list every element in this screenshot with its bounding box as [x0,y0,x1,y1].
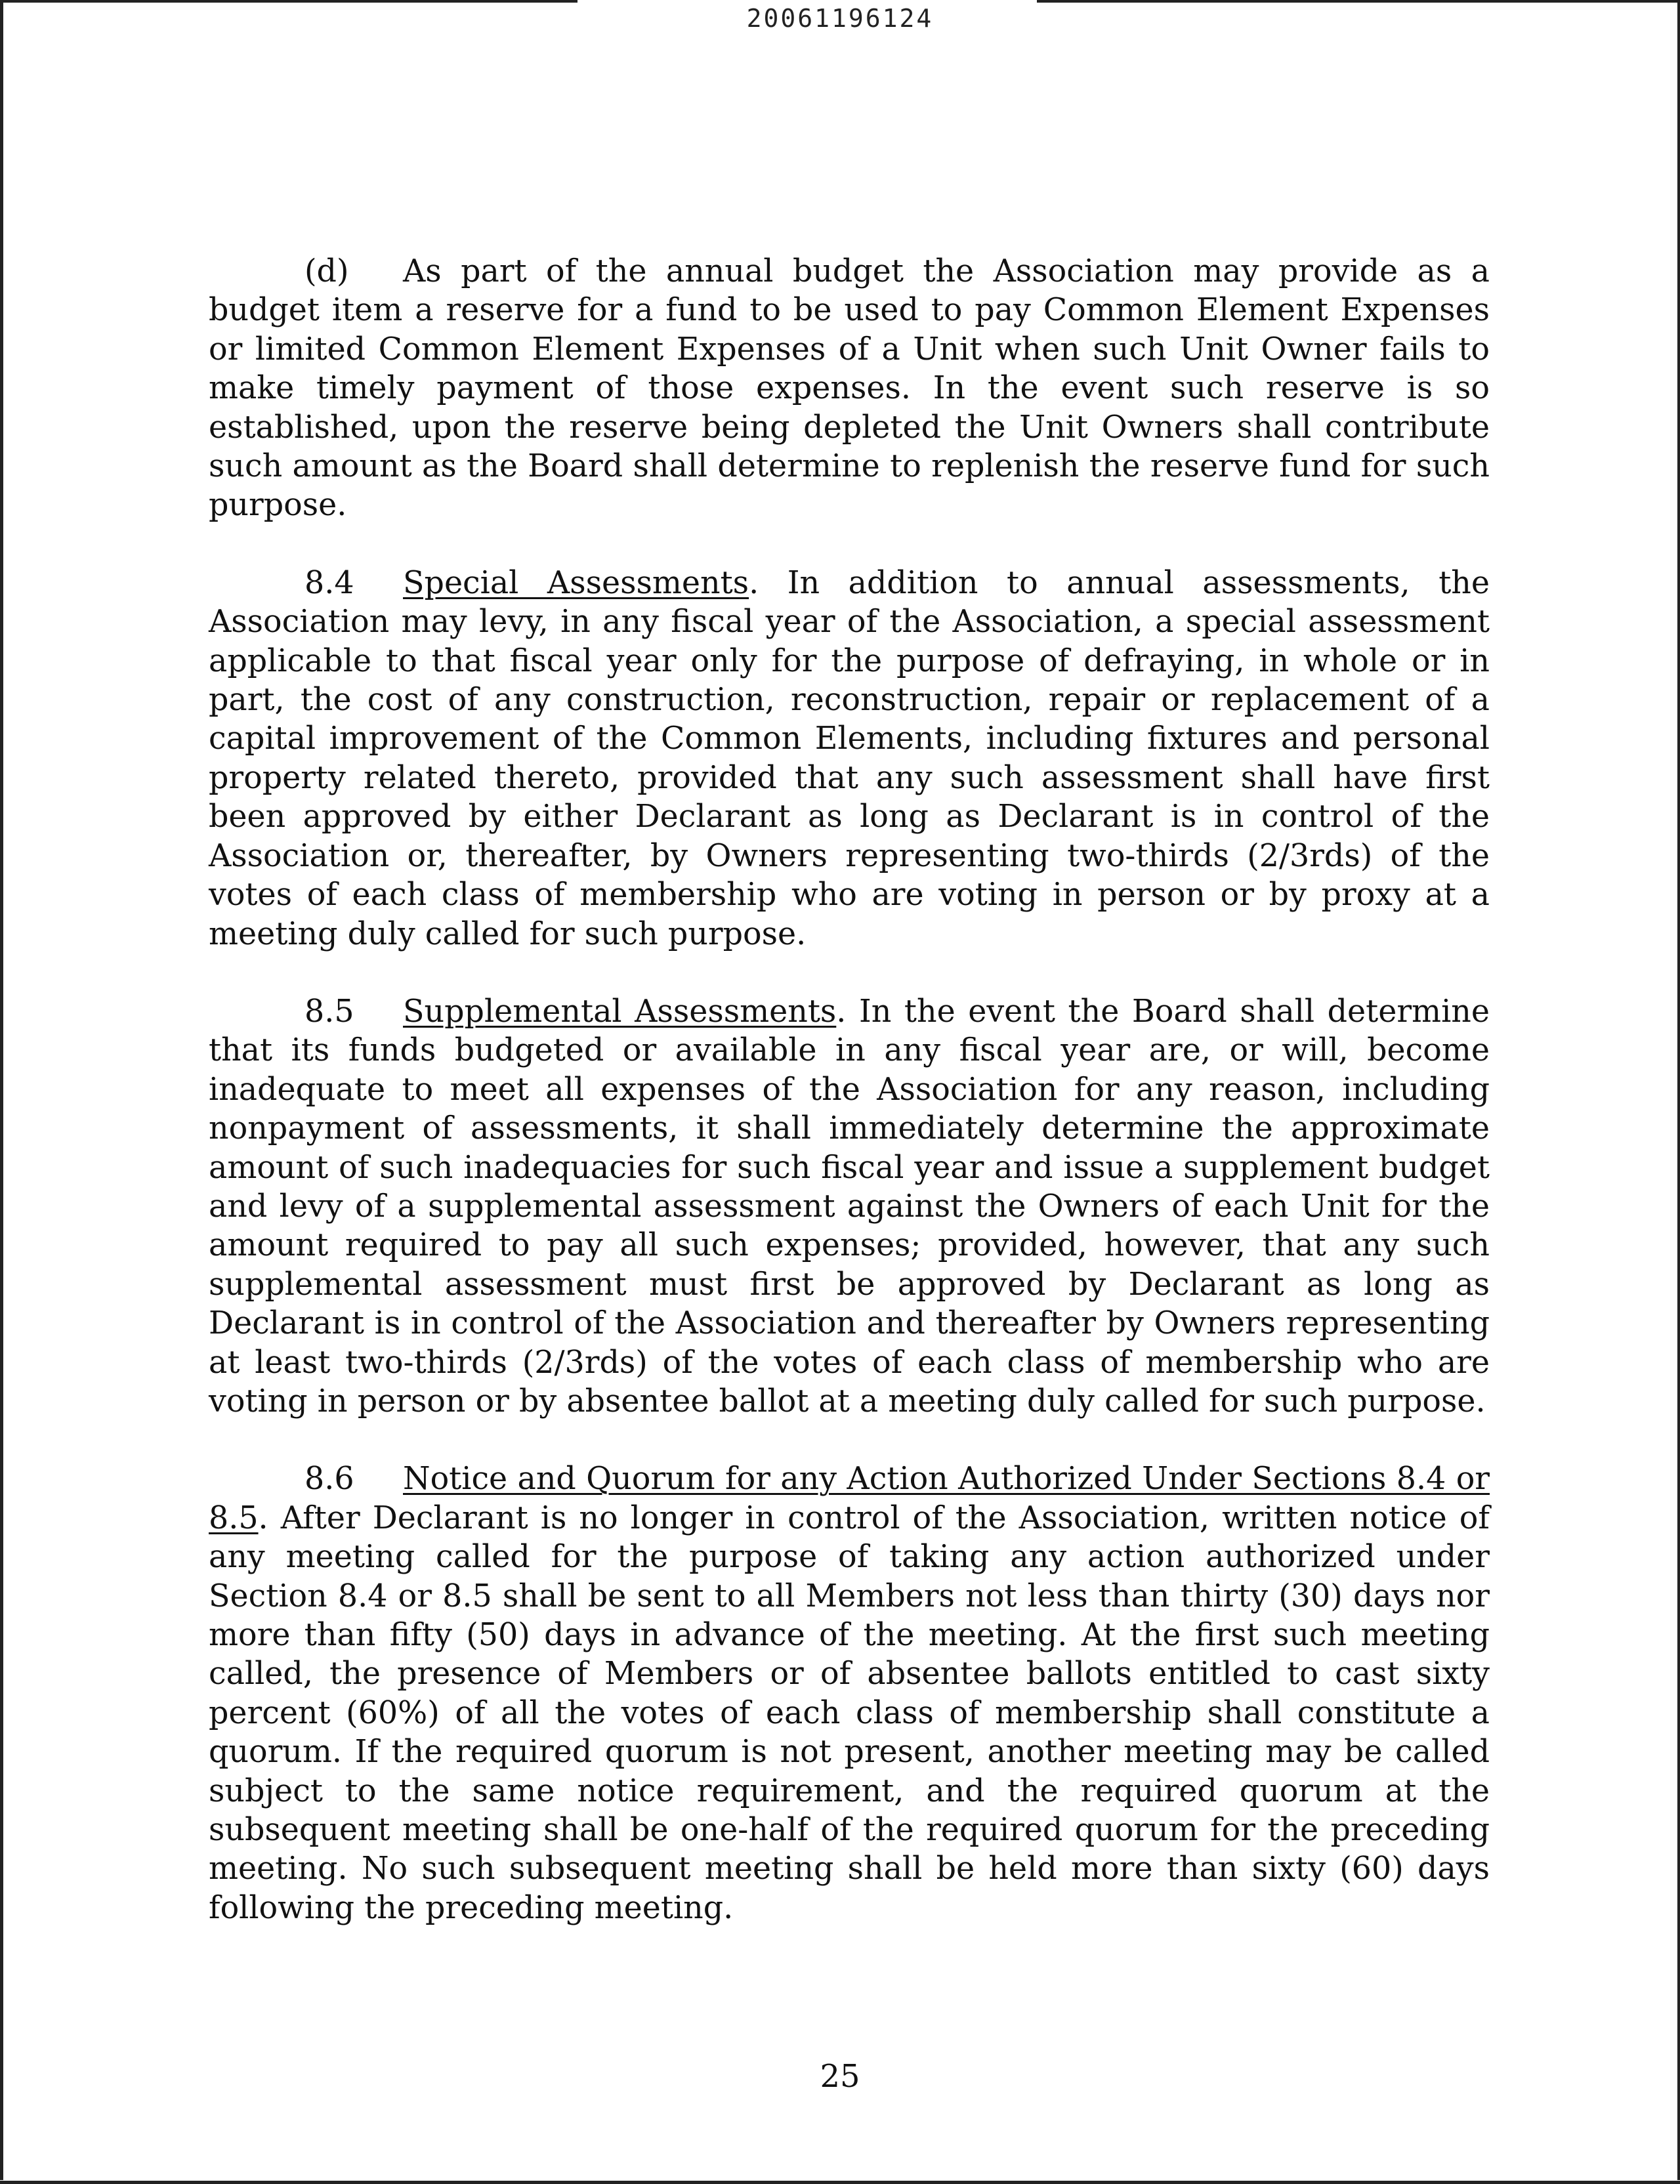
section-number: 8.5 [304,993,354,1030]
section-heading: Special Assessments [403,564,749,601]
paragraph-text: In addition to annual assessments, the Association may levy, in any fiscal year of the Association, a special assessment applicable to that fiscal year only for the purpose of defraying, in whole or in part, the cost of any construction, reconstruction, repair or replacement of a capital improvement of the Common Elements, including fixtures and personal property related thereto, provided that any such assessment shall have first been approved by either Declarant as long as Declarant is in control of the Association or, thereafter, by Owners representing two-thirds (2/3rds) of the votes of each class of membership who are voting in person or by proxy at a meeting duly called for such purpose. [209,564,1490,952]
section-heading: Supplemental Assessments [403,993,837,1030]
top-border-right [1037,0,1680,3]
heading-period: . [258,1500,268,1536]
heading-period: . [749,564,759,601]
paragraph-text: As part of the annual budget the Association may provide as a budget item a reserve for a fund to be used to pay Common Element Expenses or limited Common Element Expenses of a Unit when such Unit Owner fails to make timely payment of those expenses. In the event such reserve is so established, upon the reserve being depleted the Unit Owners shall contribute such amount as the Board shall determine to replenish the reserve fund for such purpose. [209,253,1490,524]
paragraph-8-6 [209,1460,1490,1927]
bottom-border [0,2181,1680,2184]
heading-period: . [836,993,847,1030]
paragraph-number: (d) [304,253,349,289]
document-body [209,252,1490,1927]
left-border [0,0,3,2180]
paragraph-text: After Declarant is no longer in control of the Association, written notice of any meeting called for the purpose of taking any action authorized under Section 8.4 or 8.5 shall be sent to all Members not less than thirty (30) days nor more than fifty (50) days in advance of the meeting. At the first such meeting called, the presence of Members or of absentee ballots entitled to cast sixty percent (60%) of all the votes of each class of membership shall constitute a quorum. If the required quorum is not present, another meeting may be called subject to the same notice requirement, and the required quorum at the subsequent meeting shall be one-half of the required quorum for the preceding meeting. No such subsequent meeting shall be held more than sixty (60) days following the preceding meeting. [209,1500,1490,1926]
right-border [1677,0,1680,2180]
section-number: 8.6 [304,1461,354,1498]
section-heading: Notice and Quorum for any Action Authorized Under Sections 8.4 or 8.5 [209,1461,1490,1536]
top-border-left [0,0,578,3]
paragraph-text: In the event the Board shall determine that its funds budgeted or available in any fiscal year are, or will, become inadequate to meet all expenses of the Association for any reason, including nonpayment of assessments, it shall immediately determine the approximate amount of such inadequacies for such fiscal year and issue a supplement budget and levy of a supplemental assessment against the Owners of each Unit for the amount required to pay all such expenses; provided, however, that any such supplemental assessment must first be approved by Declarant as long as Declarant is in control of the Association and thereafter by Owners representing at least two-thirds (2/3rds) of the votes of each class of membership who are voting in person or by absentee ballot at a meeting duly called for such purpose. [209,993,1490,1419]
document-number: 20061196124 [746,4,934,33]
paragraph-8-4 [209,564,1490,954]
paragraph-8-5 [209,992,1490,1421]
page-number: 25 [820,2058,860,2095]
section-number: 8.4 [304,564,354,601]
paragraph-d [209,252,1490,525]
